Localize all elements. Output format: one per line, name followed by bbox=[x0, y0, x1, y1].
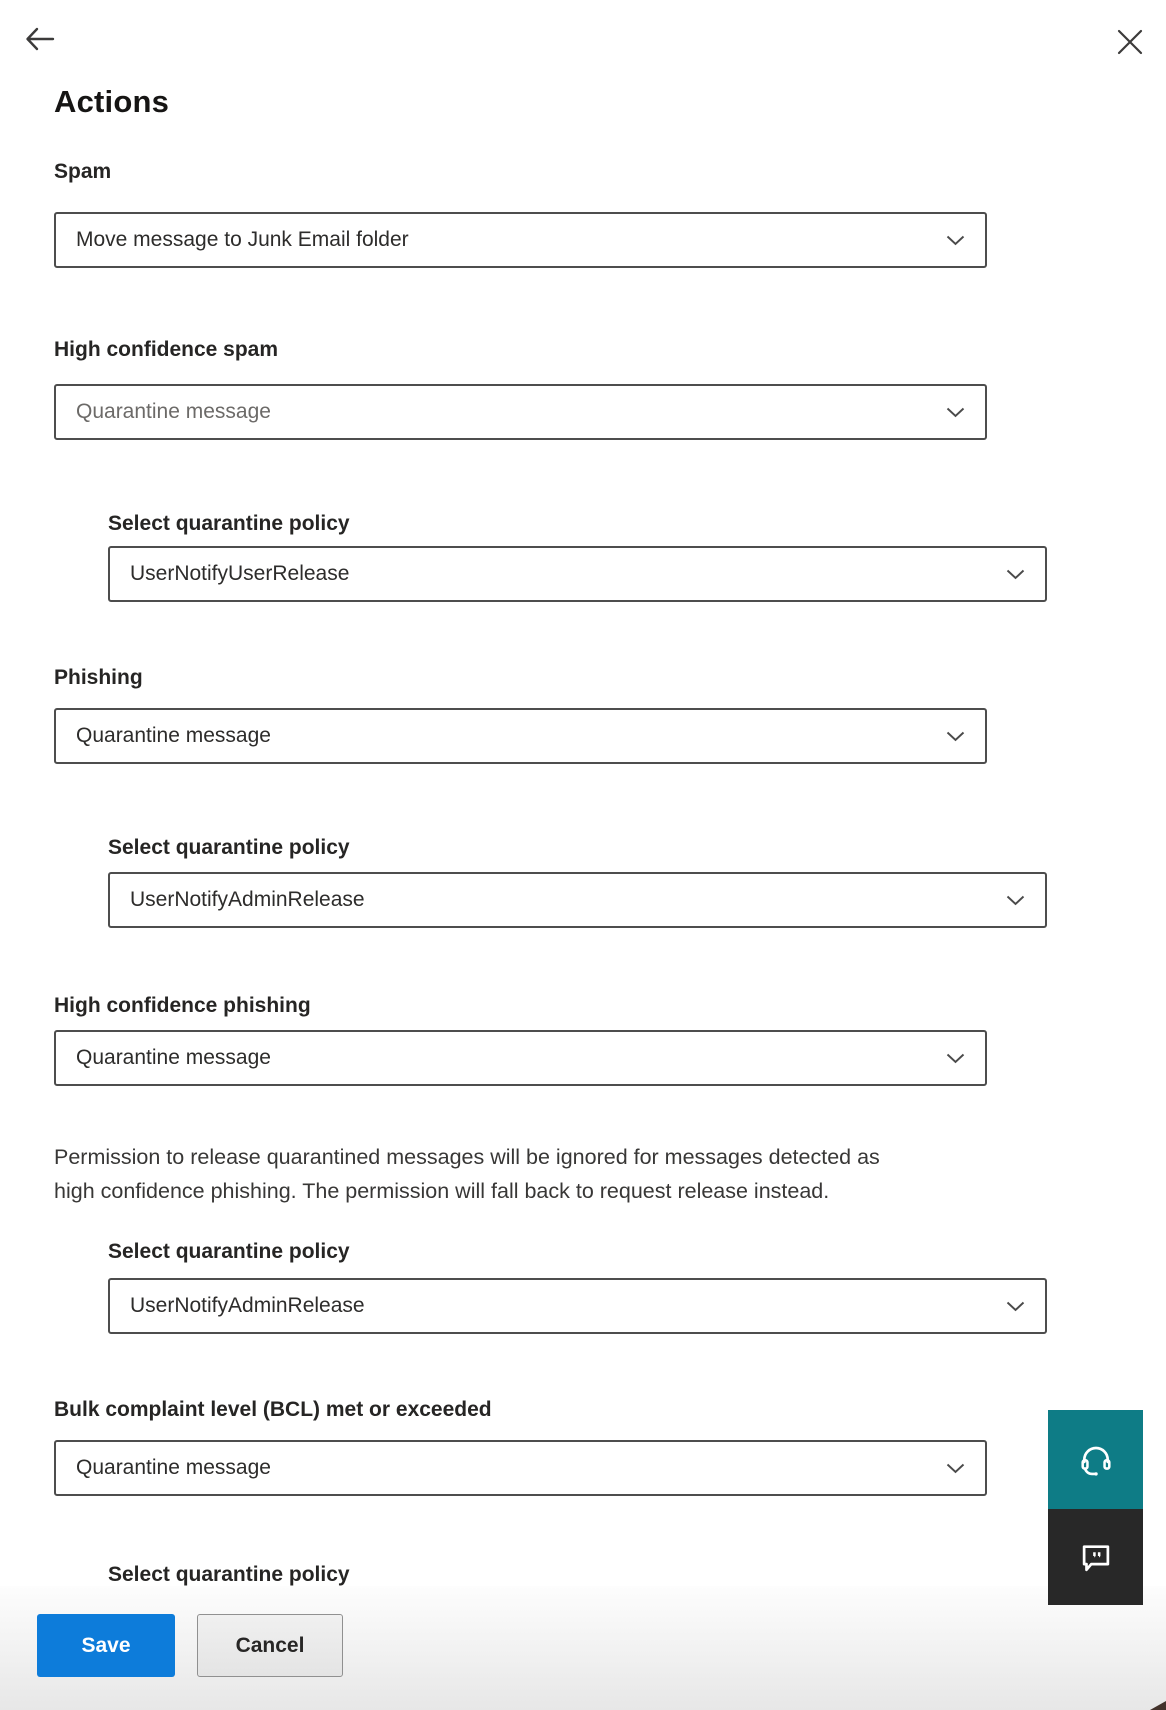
chevron-down-icon bbox=[946, 1053, 965, 1064]
hcs-quarantine-policy-dropdown[interactable] bbox=[108, 546, 1047, 602]
hcs-quarantine-policy-value: UserNotifyUserRelease bbox=[130, 562, 350, 585]
chevron-down-icon bbox=[1006, 895, 1025, 906]
spam-label: Spam bbox=[54, 160, 112, 183]
high-confidence-phishing-label: High confidence phishing bbox=[54, 994, 311, 1017]
high-confidence-spam-label: High confidence spam bbox=[54, 338, 279, 361]
bottom-right-sliver bbox=[1150, 1701, 1166, 1710]
high-confidence-phishing-value: Quarantine message bbox=[76, 1046, 271, 1069]
hcp-quarantine-policy-label: Select quarantine policy bbox=[108, 1240, 350, 1263]
high-confidence-phishing-dropdown[interactable] bbox=[54, 1030, 987, 1086]
feedback-button[interactable] bbox=[1048, 1509, 1143, 1605]
phishing-quarantine-policy-dropdown[interactable] bbox=[108, 872, 1047, 928]
bcl-label: Bulk complaint level (BCL) met or exceeded bbox=[54, 1398, 492, 1421]
save-button[interactable]: Save bbox=[37, 1614, 175, 1677]
arrow-left-icon bbox=[23, 22, 57, 56]
note-line-1: Permission to release quarantined messages will be ignored for messages detected as bbox=[54, 1145, 880, 1169]
cancel-button[interactable]: Cancel bbox=[197, 1614, 343, 1677]
phishing-quarantine-policy-label: Select quarantine policy bbox=[108, 836, 350, 859]
hcp-quarantine-policy-dropdown[interactable] bbox=[108, 1278, 1047, 1334]
hcp-permission-note bbox=[54, 1140, 1039, 1208]
feedback-bubble-icon bbox=[1077, 1538, 1115, 1576]
spam-action-value: Move message to Junk Email folder bbox=[76, 228, 409, 251]
close-icon bbox=[1116, 28, 1144, 56]
close-button[interactable] bbox=[1110, 22, 1150, 62]
bcl-action-value: Quarantine message bbox=[76, 1456, 271, 1479]
phishing-label: Phishing bbox=[54, 666, 143, 689]
headset-icon bbox=[1077, 1441, 1115, 1479]
bcl-action-dropdown[interactable] bbox=[54, 1440, 987, 1496]
help-support-button[interactable] bbox=[1048, 1410, 1143, 1509]
high-confidence-spam-value: Quarantine message bbox=[76, 400, 271, 423]
page-title: Actions bbox=[54, 84, 170, 119]
hcp-quarantine-policy-value: UserNotifyAdminRelease bbox=[130, 1294, 365, 1317]
hcs-quarantine-policy-label: Select quarantine policy bbox=[108, 512, 350, 535]
chevron-down-icon bbox=[946, 407, 965, 418]
high-confidence-spam-dropdown[interactable] bbox=[54, 384, 987, 440]
phishing-quarantine-policy-value: UserNotifyAdminRelease bbox=[130, 888, 365, 911]
spam-action-dropdown[interactable] bbox=[54, 212, 987, 268]
phishing-action-dropdown[interactable] bbox=[54, 708, 987, 764]
chevron-down-icon bbox=[946, 731, 965, 742]
phishing-action-value: Quarantine message bbox=[76, 724, 271, 747]
chevron-down-icon bbox=[1006, 1301, 1025, 1312]
chevron-down-icon bbox=[946, 1463, 965, 1474]
bcl-quarantine-policy-label: Select quarantine policy bbox=[108, 1563, 350, 1586]
chevron-down-icon bbox=[1006, 569, 1025, 580]
back-button[interactable] bbox=[20, 19, 60, 59]
footer-bar bbox=[0, 1586, 1166, 1710]
note-line-2: high confidence phishing. The permission will fall back to request release instead. bbox=[54, 1179, 830, 1203]
chevron-down-icon bbox=[946, 235, 965, 246]
